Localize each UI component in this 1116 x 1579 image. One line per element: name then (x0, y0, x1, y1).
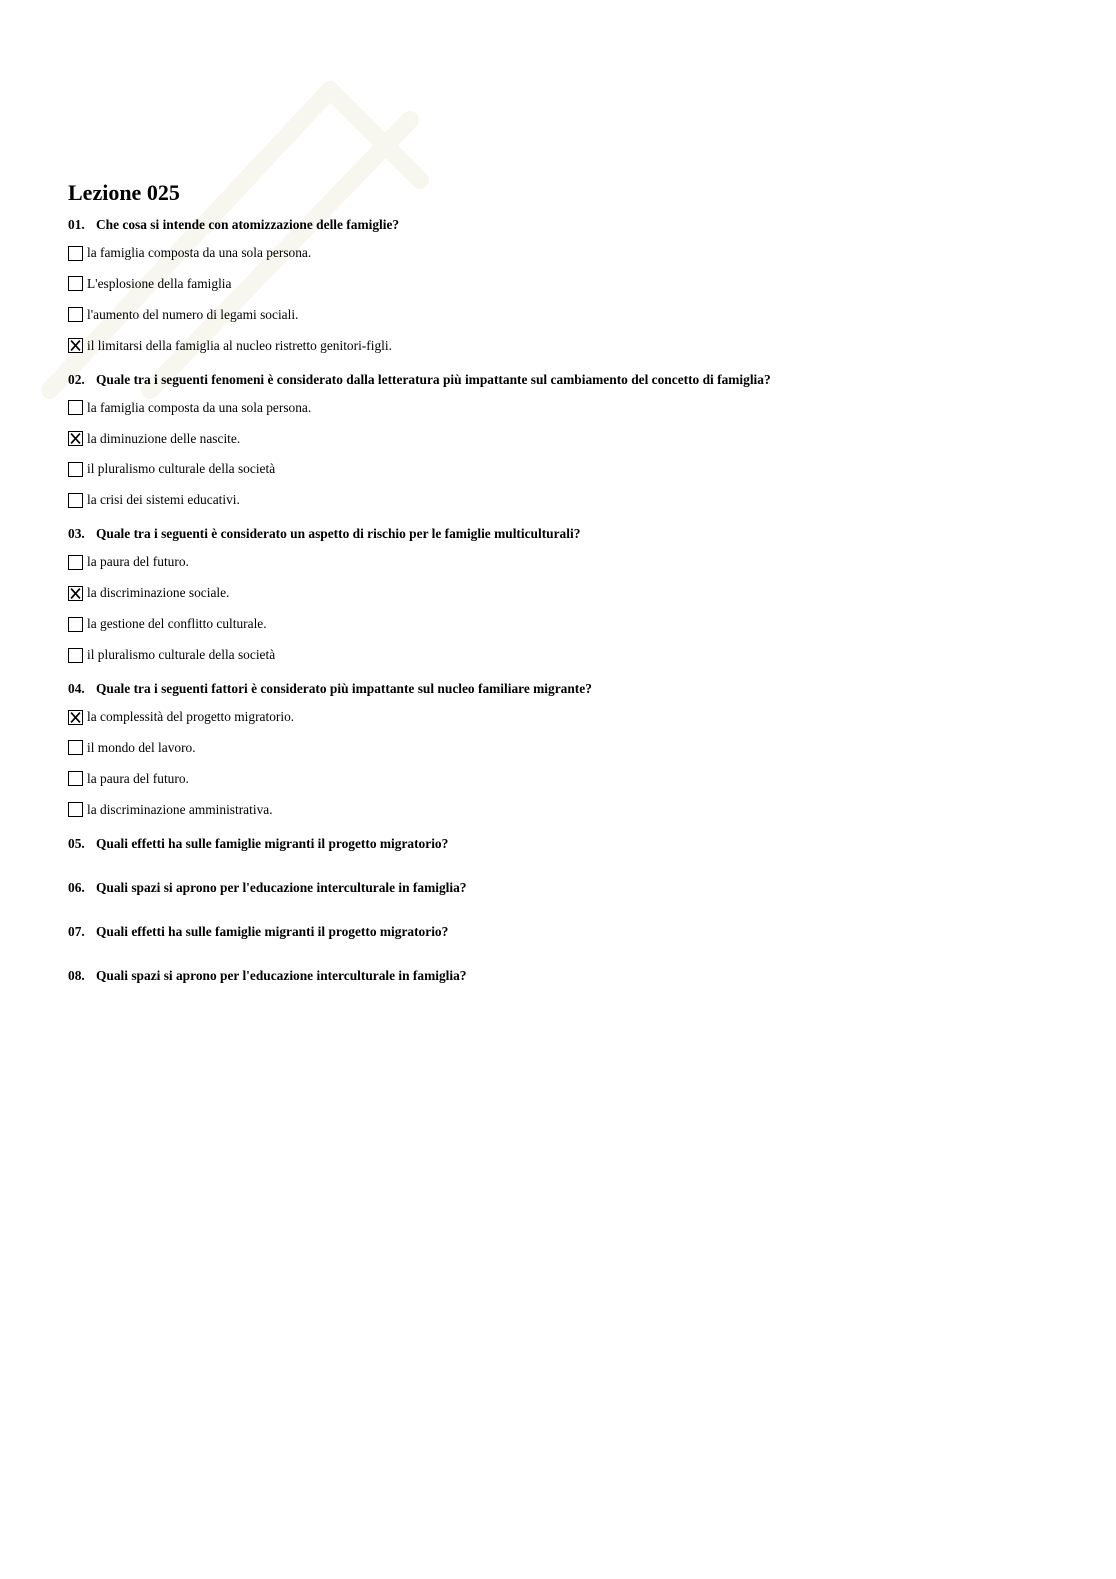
question-label: Quale tra i seguenti fattori è considerato più impattante sul nucleo familiare migrante? (96, 681, 592, 697)
question-number: 07. (68, 923, 85, 939)
question-text (68, 216, 1048, 233)
answer-option[interactable] (68, 274, 1048, 294)
question-2 (68, 371, 1048, 511)
question-number: 08. (68, 967, 85, 983)
answer-label: la gestione del conflitto culturale. (87, 616, 267, 632)
answer-label: la discriminazione sociale. (87, 585, 230, 601)
answer-label: il mondo del lavoro. (87, 739, 196, 755)
question-label: Quale tra i seguenti è considerato un aspetto di rischio per le famiglie multiculturali? (96, 526, 581, 542)
checkbox[interactable] (68, 617, 83, 632)
checkbox-checked[interactable] (68, 710, 83, 725)
question-label: Quali effetti ha sulle famiglie migranti il progetto migratorio? (96, 835, 449, 851)
question-1 (68, 216, 1048, 356)
question-number: 02. (68, 371, 85, 387)
question-label: Quali effetti ha sulle famiglie migranti il progetto migratorio? (96, 923, 449, 939)
checkbox-checked[interactable] (68, 338, 83, 353)
x-mark-icon (69, 339, 82, 352)
checkbox[interactable] (68, 802, 83, 817)
answer-label: l'aumento del numero di legami sociali. (87, 306, 299, 322)
answer-option[interactable] (68, 769, 1048, 789)
question-number: 01. (68, 217, 85, 232)
checkbox-checked[interactable] (68, 431, 83, 446)
question-number: 03. (68, 526, 85, 542)
answer-label: la discriminazione amministrativa. (87, 801, 273, 817)
question-text (68, 835, 1048, 852)
question-label: Quali spazi si aprono per l'educazione interculturale in famiglia? (96, 879, 467, 895)
checkbox[interactable] (68, 648, 83, 663)
question-label: Quali spazi si aprono per l'educazione interculturale in famiglia? (96, 967, 467, 983)
checkbox[interactable] (68, 307, 83, 322)
answer-option[interactable] (68, 614, 1048, 634)
question-label: Quale tra i seguenti fenomeni è considerato dalla letteratura più impattante sul cambiamento del concetto di famiglia? (96, 371, 771, 387)
checkbox[interactable] (68, 246, 83, 261)
question-label: Che cosa si intende con atomizzazione delle famiglie? (96, 217, 400, 232)
answer-option[interactable] (68, 398, 1048, 418)
question-text (68, 371, 1048, 388)
checkbox[interactable] (68, 771, 83, 786)
answer-option[interactable] (68, 336, 1048, 356)
answer-label: la famiglia composta da una sola persona. (87, 399, 312, 415)
answer-option[interactable] (68, 707, 1048, 727)
open-question-7 (68, 923, 1048, 940)
x-mark-icon (69, 432, 82, 445)
answer-option[interactable] (68, 459, 1048, 479)
question-text (68, 879, 1048, 896)
checkbox[interactable] (68, 462, 83, 477)
checkbox[interactable] (68, 400, 83, 415)
lesson-title: Lezione 025 (68, 180, 180, 205)
open-question-6 (68, 879, 1048, 896)
open-question-8 (68, 967, 1048, 984)
question-number: 04. (68, 681, 85, 697)
answer-option[interactable] (68, 429, 1048, 449)
answer-option[interactable] (68, 305, 1048, 325)
open-question-5 (68, 835, 1048, 852)
answer-option[interactable] (68, 645, 1048, 665)
question-text (68, 923, 1048, 940)
answer-option[interactable] (68, 738, 1048, 758)
question-number: 06. (68, 879, 85, 895)
answer-label: la complessità del progetto migratorio. (87, 709, 295, 725)
checkbox[interactable] (68, 740, 83, 755)
answer-label: la diminuzione delle nascite. (87, 430, 241, 446)
answer-option[interactable] (68, 583, 1048, 603)
answer-option[interactable] (68, 490, 1048, 510)
quiz-content (68, 180, 1048, 1011)
answer-option[interactable] (68, 552, 1048, 572)
checkbox[interactable] (68, 493, 83, 508)
question-text (68, 525, 1048, 542)
answer-label: il pluralismo culturale della società (87, 461, 276, 477)
checkbox[interactable] (68, 555, 83, 570)
answer-label: il pluralismo culturale della società (87, 647, 276, 663)
question-number: 05. (68, 835, 85, 851)
x-mark-icon (69, 587, 82, 600)
question-3 (68, 525, 1048, 665)
checkbox-checked[interactable] (68, 586, 83, 601)
answer-label: la famiglia composta da una sola persona. (87, 245, 312, 260)
answer-option[interactable] (68, 243, 1048, 263)
question-text (68, 680, 1048, 697)
answer-label: la crisi dei sistemi educativi. (87, 492, 240, 508)
answer-label: il limitarsi della famiglia al nucleo ristretto genitori-figli. (87, 337, 392, 353)
checkbox[interactable] (68, 276, 83, 291)
answer-option[interactable] (68, 800, 1048, 820)
answer-label: la paura del futuro. (87, 770, 189, 786)
x-mark-icon (69, 711, 82, 724)
answer-label: la paura del futuro. (87, 554, 189, 570)
question-4 (68, 680, 1048, 820)
question-text (68, 967, 1048, 984)
answer-label: L'esplosione della famiglia (87, 275, 232, 291)
